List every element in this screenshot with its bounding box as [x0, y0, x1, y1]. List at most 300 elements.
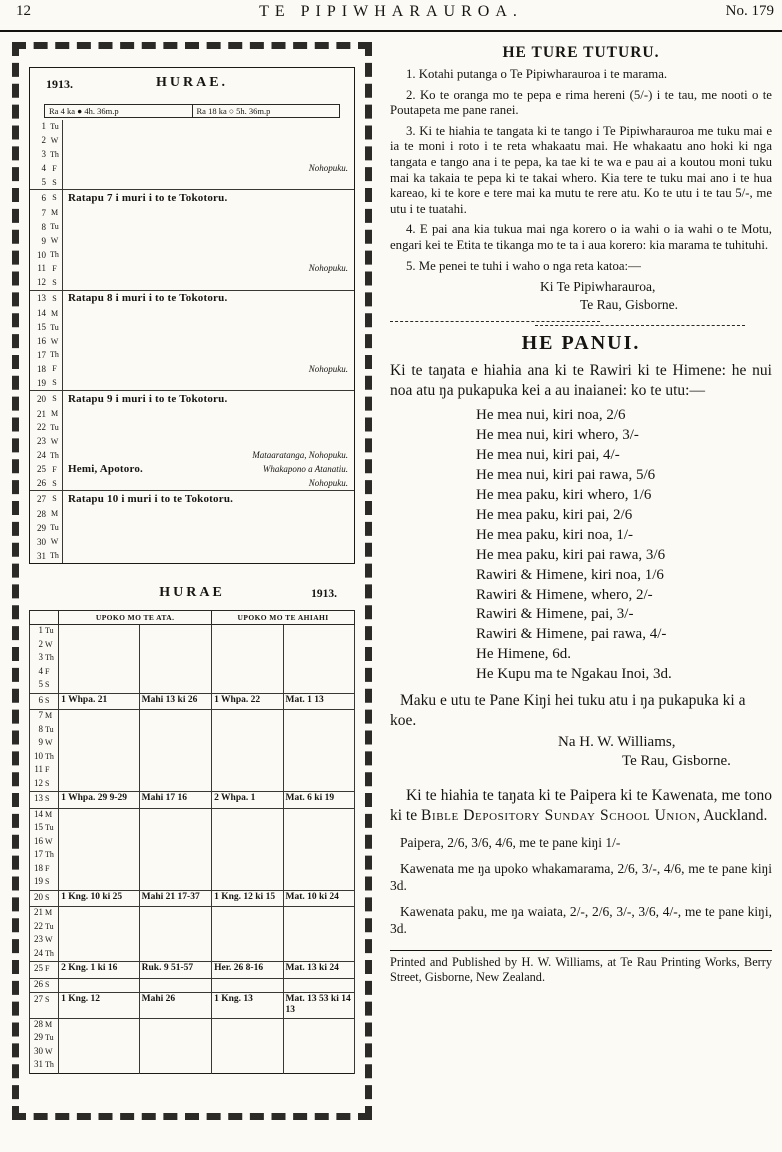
reading-cell	[283, 652, 354, 666]
calendar2-row	[30, 737, 355, 751]
reading-cell	[283, 863, 354, 877]
price-item: He Himene, 6d.	[476, 646, 571, 663]
reading-cell	[283, 724, 354, 738]
reading-cell	[139, 1059, 211, 1073]
reading-cell	[283, 921, 354, 935]
reading-cell	[139, 764, 211, 778]
calendar2-row	[30, 1032, 355, 1046]
day-letter: S	[45, 877, 50, 887]
calendar1-row	[30, 507, 354, 521]
reading-cell: Mahi 13 ki 26	[139, 693, 211, 710]
day-number: 25	[34, 963, 43, 974]
reading-cell	[283, 710, 354, 724]
rules-paragraph: 1. Kotahi putanga o Te Pipiwharauroa i te marama.	[406, 67, 668, 81]
calendar1-row	[30, 449, 354, 463]
calendar1-row	[30, 262, 354, 276]
day-letter: M	[47, 507, 63, 521]
calendar2-row	[30, 778, 355, 792]
price-item: Rawiri & Himene, pai rawa, 4/-	[476, 626, 667, 643]
day-content	[63, 394, 354, 405]
day-letter: Th	[45, 653, 54, 663]
reading-cell	[59, 751, 139, 765]
calendar1-row	[30, 521, 354, 535]
day-letter: S	[45, 778, 50, 788]
day-letter: F	[47, 262, 63, 276]
calendar1-row	[30, 206, 354, 220]
calendar2-row	[30, 679, 355, 693]
rules-paragraph: 2. Ko te oranga mo te pepa e rima hereni (5/-) i te tau, me nooti o te Poutapeta me pane ranei.	[390, 87, 772, 118]
reading-cell	[139, 907, 211, 921]
day-letter: Tu	[47, 220, 63, 234]
reading-cell	[212, 836, 283, 850]
reading-cell	[139, 822, 211, 836]
calendar2-row	[30, 863, 355, 877]
section-divider	[390, 321, 772, 326]
day-number: 23	[34, 934, 43, 945]
rules-paragraph: 5. Me penei te tuhi i waho o nga reta katoa:—	[406, 258, 641, 273]
calendar1-row	[30, 248, 354, 262]
day-letter: Th	[45, 850, 54, 860]
day-letter: M	[45, 1019, 53, 1029]
day-content	[63, 479, 354, 488]
reading-cell	[59, 710, 139, 724]
rules-paragraphs	[390, 67, 772, 274]
reading-cell	[59, 666, 139, 680]
day-letter: W	[45, 639, 53, 649]
day-letter: F	[45, 666, 50, 676]
reading-cell: 1 Whpa. 22	[212, 693, 283, 710]
day-number: 26	[34, 978, 43, 989]
day-number: 5	[38, 679, 43, 690]
reading-cell	[59, 639, 139, 653]
reading-cell	[59, 907, 139, 921]
day-number: 10	[37, 249, 46, 260]
signature-name: Na H. W. Williams,	[558, 733, 676, 750]
calendar2-row	[30, 710, 355, 724]
day-cell	[30, 1059, 59, 1073]
day-content	[63, 494, 354, 505]
day-letter: F	[47, 463, 63, 477]
calendar2-row	[30, 625, 355, 639]
day-letter: F	[45, 863, 50, 873]
day-number: 7	[41, 207, 46, 218]
reading-cell	[139, 679, 211, 693]
reading-cell	[139, 652, 211, 666]
imprint: Printed and Published by H. W. Williams, at Te Rau Printing Works, Berry Street, Gisborne, New Zealand.	[390, 954, 772, 984]
reading-cell: 1 Whpa. 21	[59, 693, 139, 710]
reading-cell	[283, 948, 354, 962]
calendar1-rows	[30, 120, 354, 563]
price-list	[476, 406, 772, 685]
reading-cell	[283, 679, 354, 693]
address-line-2: Te Rau, Gisborne.	[580, 297, 679, 313]
reading-cell	[212, 1018, 283, 1032]
day-number: 13	[34, 793, 43, 804]
day-number: 6	[41, 192, 46, 203]
day-letter: W	[47, 435, 63, 449]
bible-price-line: Kawenata paku, me ŋa waiata, 2/-, 2/6, 3/-, 3/6, 4/-, me te pane kiŋi, 3d.	[390, 903, 772, 936]
calendar1-row	[30, 234, 354, 248]
bible-notice-post: , Auckland.	[696, 807, 768, 825]
day-number: 11	[34, 764, 43, 775]
day-letter: Tu	[45, 626, 54, 636]
reading-cell	[59, 737, 139, 751]
reading-cell	[59, 863, 139, 877]
day-number: 28	[37, 508, 46, 519]
reading-cell: Mat. 6 ki 19	[283, 792, 354, 809]
reading-cell	[59, 1059, 139, 1073]
calendar1-row	[30, 335, 354, 349]
reading-cell	[139, 1032, 211, 1046]
reading-cell	[139, 836, 211, 850]
reading-cell	[59, 764, 139, 778]
reading-cell: 2 Whpa. 1	[212, 792, 283, 809]
day-content	[63, 464, 354, 475]
day-number: 3	[41, 149, 46, 160]
day-number: 9	[38, 737, 43, 748]
day-number: 15	[37, 322, 46, 333]
day-letter: Tu	[45, 921, 54, 931]
reading-cell	[59, 1046, 139, 1060]
day-number: 24	[34, 947, 43, 958]
evening-readings-header: UPOKO MO TE AHIAHI	[212, 611, 355, 625]
day-letter: Th	[47, 148, 63, 162]
rules-paragraph: 3. Ki te hiahia te tangata ki te tango i Te Pipiwharauroa me tuku mai e ia te moni i roto i te reta whakaatu mai. He whakaatu ano hoki ki nga tangata e tango ana i te pepa, ka tae ki te wa e pau ai a koutou moni tuku mai ka takaia te pepa ki te takai whero. Kia tere te tuku mai ano i te hua kareao, ki te kore e tere mai ka mutu te rere atu. Ko te utu i te tau 5/-, me utu i te tuatahi.	[390, 123, 772, 216]
calendar1-row	[30, 148, 354, 162]
reading-cell	[283, 836, 354, 850]
bible-notice	[390, 786, 772, 826]
reading-cell	[139, 737, 211, 751]
reading-cell	[212, 907, 283, 921]
signature-place: Te Rau, Gisborne.	[622, 752, 731, 769]
day-number: 22	[34, 920, 43, 931]
day-cell	[30, 679, 59, 693]
calendar1-row	[30, 120, 354, 134]
price-item: Rawiri & Himene, pai, 3/-	[476, 606, 634, 623]
reading-cell	[212, 737, 283, 751]
lectionary-header	[29, 580, 355, 610]
reading-cell	[59, 724, 139, 738]
calendar2-row	[30, 639, 355, 653]
day-number: 11	[37, 263, 46, 274]
reading-cell	[283, 907, 354, 921]
reading-cell	[212, 679, 283, 693]
day-cell	[30, 666, 59, 680]
day-cell	[30, 778, 59, 792]
day-number: 18	[34, 862, 43, 873]
postage-note: Maku e utu te Pane Kiŋi hei tuku atu i ŋa pukapuka ki a koe.	[390, 692, 746, 729]
day-letter: Tu	[47, 321, 63, 335]
day-letter: W	[45, 1046, 53, 1056]
day-cell	[30, 962, 59, 979]
reading-cell	[283, 751, 354, 765]
day-letter: F	[45, 964, 50, 974]
reading-cell: Mat. 13 ki 24	[283, 962, 354, 979]
calendar1-row	[30, 176, 354, 190]
reading-cell: Mahi 17 16	[139, 792, 211, 809]
day-number: 30	[34, 1045, 43, 1056]
calendar-column	[0, 32, 372, 1120]
reading-cell	[59, 625, 139, 639]
day-number: 19	[37, 377, 46, 388]
day-letter: S	[45, 995, 50, 1005]
reading-cell	[283, 876, 354, 890]
lectionary-year: 1913.	[311, 588, 337, 601]
page-title: TE PIPIWHARAUROA.	[259, 3, 523, 20]
signature-block	[390, 734, 772, 770]
reading-cell	[212, 876, 283, 890]
calendar-ornamental-frame	[12, 42, 372, 1120]
day-number: 20	[37, 393, 46, 404]
bible-notice-pre: Ki te hiahia te taŋata ki te Paipera ki te Kawenata, me tono ki te	[390, 786, 772, 825]
day-number: 12	[37, 277, 46, 288]
calendar2-row	[30, 822, 355, 836]
price-item: He mea paku, kiri pai rawa, 3/6	[476, 546, 666, 563]
reading-cell: 1 Kng. 12 ki 15	[212, 890, 283, 907]
feast-label: Ratapu 9 i muri i to te Tokotoru.	[68, 392, 228, 405]
day-number: 13	[37, 293, 46, 304]
day-letter: S	[47, 391, 63, 407]
reading-cell	[212, 948, 283, 962]
reading-cell	[139, 1018, 211, 1032]
calendar2-row	[30, 792, 355, 809]
reading-cell	[283, 1059, 354, 1073]
reading-cell	[212, 921, 283, 935]
day-cell	[30, 948, 59, 962]
day-number: 29	[37, 522, 46, 533]
reading-cell	[212, 625, 283, 639]
notice-intro: Ki te taŋata e hiahia ana ki te Rawiri ki te Himene: he nui noa atu ŋa pukapuka kei a au inaianei: ko te utu:—	[390, 362, 772, 399]
masthead	[0, 0, 782, 28]
day-letter: S	[45, 680, 50, 690]
day-number: 22	[37, 422, 46, 433]
reading-cell	[59, 876, 139, 890]
day-cell	[30, 625, 59, 639]
reading-cell	[139, 751, 211, 765]
day-letter: S	[47, 376, 63, 390]
reading-cell	[139, 666, 211, 680]
reading-cell: Mat. 10 ki 24	[283, 890, 354, 907]
day-letter: M	[45, 809, 53, 819]
calendar2-row	[30, 764, 355, 778]
bible-price-line: Kawenata me ŋa upoko whakamarama, 2/6, 3/-, 4/6, me te pane kiŋi 3d.	[390, 861, 772, 893]
day-number: 2	[38, 638, 43, 649]
day-number: 29	[34, 1032, 43, 1043]
reading-cell	[59, 808, 139, 822]
moon-phase-strip	[44, 104, 340, 118]
calendar1-row	[30, 276, 354, 290]
day-letter: Tu	[47, 421, 63, 435]
reading-cell	[139, 1046, 211, 1060]
calendar2-row	[30, 907, 355, 921]
price-item: Rawiri & Himene, whero, 2/-	[476, 586, 653, 603]
day-letter: M	[45, 711, 53, 721]
day-letter: S	[47, 176, 63, 190]
calendar2-row	[30, 724, 355, 738]
calendar1-row	[30, 490, 354, 507]
day-letter: S	[45, 892, 50, 902]
day-number: 21	[37, 408, 46, 419]
reading-cell: 1 Whpa. 29 9-29	[59, 792, 139, 809]
postal-address	[390, 279, 772, 313]
calendar2-row	[30, 934, 355, 948]
price-item: He mea nui, kiri whero, 3/-	[476, 427, 639, 443]
reading-cell	[283, 737, 354, 751]
calendar1-row	[30, 390, 354, 407]
calendar2-row	[30, 1059, 355, 1073]
reading-cell	[283, 625, 354, 639]
day-letter: M	[47, 206, 63, 220]
reading-cell	[139, 978, 211, 993]
calendar2-row	[30, 876, 355, 890]
divider-dash-bottom	[535, 325, 745, 326]
divider-dash-top	[390, 321, 600, 322]
reading-cell	[283, 1032, 354, 1046]
rules-heading: HE TURE TUTURU.	[502, 44, 660, 61]
reading-cell	[59, 778, 139, 792]
reading-cell	[59, 849, 139, 863]
full-moon-note: Ra 18 ka ○ 5h. 36m.p	[196, 106, 271, 116]
reading-cell: Mat. 13 53 ki 14 13	[283, 993, 354, 1019]
day-number: 5	[41, 177, 46, 187]
day-letter: S	[47, 276, 63, 290]
calendar1-row	[30, 477, 354, 491]
reading-cell	[283, 666, 354, 680]
day-number: 14	[34, 808, 43, 819]
day-number: 14	[37, 308, 46, 319]
day-number: 1	[38, 625, 43, 636]
day-cell	[30, 639, 59, 653]
reading-cell	[59, 652, 139, 666]
reading-cell	[212, 849, 283, 863]
reading-cell	[59, 1018, 139, 1032]
calendar1-row	[30, 362, 354, 376]
price-item: He Kupu ma te Ngakau Inoi, 3d.	[476, 666, 672, 683]
reading-cell	[283, 934, 354, 948]
reading-cell	[59, 921, 139, 935]
calendar2-body	[30, 625, 355, 1074]
day-number: 31	[37, 550, 46, 561]
day-number: 6	[38, 694, 43, 705]
reading-cell	[59, 822, 139, 836]
day-number: 28	[34, 1018, 43, 1029]
reading-cell	[139, 710, 211, 724]
reading-cell	[212, 822, 283, 836]
day-letter: S	[47, 477, 63, 491]
calendar2-row	[30, 666, 355, 680]
reading-cell	[212, 778, 283, 792]
reading-cell	[283, 778, 354, 792]
day-cell	[30, 822, 59, 836]
day-letter: W	[45, 836, 53, 846]
day-letter: W	[47, 234, 63, 248]
reading-cell	[283, 978, 354, 993]
reading-cell	[212, 639, 283, 653]
day-number: 8	[41, 221, 46, 232]
day-letter: M	[47, 407, 63, 421]
price-item: He mea paku, kiri noa, 1/-	[476, 526, 634, 543]
day-cell	[30, 836, 59, 850]
reading-cell	[212, 724, 283, 738]
bible-depository-name: Bible Depository Sunday School Union	[421, 807, 697, 825]
page-number: 12	[16, 3, 31, 19]
calendar2-row	[30, 948, 355, 962]
calendar2-row	[30, 921, 355, 935]
rules-paragraph: 4. E pai ana kia tukua mai nga korero o ia wahi o ia wahi o te Motu, engari kei te Etita te tikanga mo te ta i aua korero: kia marama te tuhituhi.	[390, 222, 772, 253]
day-cell	[30, 808, 59, 822]
reading-cell	[212, 978, 283, 993]
price-item: He mea nui, kiri pai rawa, 5/6	[476, 466, 656, 483]
reading-cell	[139, 808, 211, 822]
day-cell	[30, 934, 59, 948]
reading-cell	[283, 849, 354, 863]
day-letter: Tu	[45, 1033, 54, 1043]
day-letter: W	[47, 134, 63, 148]
address-line-1: Ki Te Pipiwharauroa,	[540, 279, 656, 295]
day-number: 1	[41, 121, 46, 132]
day-number: 26	[37, 478, 46, 489]
lectionary-column-headers	[30, 611, 355, 625]
calendar2-row	[30, 652, 355, 666]
reading-cell	[59, 978, 139, 993]
reading-cell	[59, 679, 139, 693]
day-number: 16	[34, 835, 43, 846]
day-letter: S	[45, 979, 50, 989]
day-letter: W	[45, 935, 53, 945]
feast-label: Ratapu 7 i muri i to te Tokotoru.	[68, 191, 228, 204]
day-cell	[30, 993, 59, 1019]
reading-cell	[212, 652, 283, 666]
reading-cell	[283, 1018, 354, 1032]
bible-price-list	[390, 835, 772, 937]
day-cell	[30, 792, 59, 809]
day-number: 27	[37, 493, 46, 504]
day-letter: S	[47, 291, 63, 307]
feast-label: Ratapu 10 i muri i to te Tokotoru.	[68, 492, 234, 505]
day-letter: Th	[47, 348, 63, 362]
reading-cell	[139, 934, 211, 948]
calendar1-row	[30, 435, 354, 449]
calendar1-row	[30, 134, 354, 148]
reading-cell: Ruk. 9 51-57	[139, 962, 211, 979]
reading-cell	[212, 666, 283, 680]
day-content	[63, 193, 354, 204]
reading-cell: Mat. 1 13	[283, 693, 354, 710]
day-cell	[30, 849, 59, 863]
reading-cell	[139, 724, 211, 738]
day-content	[63, 164, 354, 173]
day-number: 9	[41, 235, 46, 246]
day-cell	[30, 764, 59, 778]
calendar1-row	[30, 220, 354, 234]
day-cell	[30, 876, 59, 890]
lectionary-table	[29, 610, 355, 1074]
day-letter: S	[45, 695, 50, 705]
reading-cell	[59, 836, 139, 850]
feast-label: Hemi, Apotoro.	[68, 463, 144, 476]
calendar1-row	[30, 348, 354, 362]
reading-cell	[283, 822, 354, 836]
calendar-month-name: HURAE.	[155, 75, 229, 90]
day-letter: Tu	[47, 120, 63, 134]
calendar1-row	[30, 307, 354, 321]
day-column-header	[30, 611, 59, 625]
calendar1-row	[30, 407, 354, 421]
reading-cell: Mahi 21 17-37	[139, 890, 211, 907]
day-cell	[30, 724, 59, 738]
day-number: 19	[34, 876, 43, 887]
calendar1-row	[30, 549, 354, 563]
